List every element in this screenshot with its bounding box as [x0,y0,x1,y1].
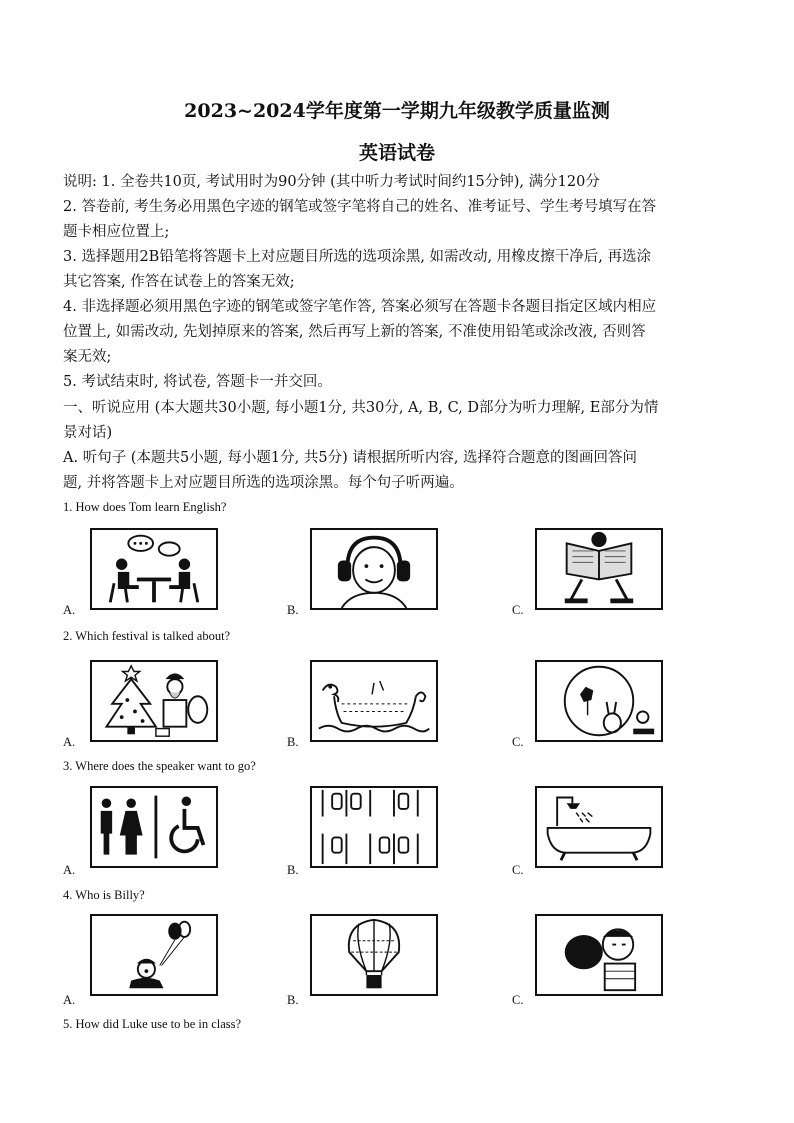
person-reading-book-image[interactable] [535,528,663,610]
two-people-talking-image[interactable] [90,528,218,610]
section-heading: 一、听说应用 (本大题共30小题, 每小题1分, 共30分, A, B, C, D部分为听力理解, E部分为情 [63,400,659,416]
moon-rabbit-mooncake-image[interactable] [535,660,663,742]
question-4: 4. Who is Billy? [63,888,145,902]
hot-air-balloon-image[interactable] [310,914,438,996]
instruction-line: 说明: 1. 全卷共10页, 考试用时为90分钟 (其中听力考试时间约15分钟), 满分120分 [63,174,600,190]
instruction-line: 2. 答卷前, 考生务必用黑色字迹的钢笔或签字笔将自己的姓名、准考证号、学生考号填写在答 [63,199,657,215]
instruction-line: 3. 选择题用2B铅笔将答题卡上对应题目所选的选项涂黑, 如需改动, 用橡皮擦干净后, 再选涂 [63,249,651,265]
instruction-line: 5. 考试结束时, 将试卷, 答题卡一并交回。 [63,374,332,390]
bathtub-shower-image[interactable] [535,786,663,868]
section-heading-cont: 景对话) [63,425,113,441]
boy-with-headphones-image[interactable] [310,528,438,610]
clown-with-balloons-image[interactable] [90,914,218,996]
question-3: 3. Where does the speaker want to go? [63,759,256,773]
restroom-sign-image[interactable] [90,786,218,868]
q1-option-a-label[interactable]: A. [63,603,76,617]
instruction-line: 题卡相应位置上; [63,224,170,240]
q4-option-a-label[interactable]: A. [63,993,76,1007]
instruction-line: 其它答案, 作答在试卷上的答案无效; [63,274,295,290]
christmas-tree-santa-image[interactable] [90,660,218,742]
part-a-heading-cont: 题, 并将答题卡上对应题目所选的选项涂黑。每个句子听两遍。 [63,475,464,491]
q4-option-c-label[interactable]: C. [512,993,524,1007]
q2-option-c-label[interactable]: C. [512,735,524,749]
instruction-line: 4. 非选择题必须用黑色字迹的钢笔或签字笔作答, 答案必须写在答题卡各题目指定区域内相应 [63,299,657,315]
question-2: 2. Which festival is talked about? [63,629,231,643]
exam-subtitle: 英语试卷 [358,142,435,164]
parking-lot-image[interactable] [310,786,438,868]
q2-option-a-label[interactable]: A. [63,735,76,749]
q3-option-a-label[interactable]: A. [63,863,76,877]
instruction-line: 案无效; [63,349,112,365]
q2-option-b-label[interactable]: B. [287,735,299,749]
dragon-boat-image[interactable] [310,660,438,742]
boy-blowing-balloon-image[interactable] [535,914,663,996]
question-1: 1. How does Tom learn English? [63,500,227,514]
q4-option-b-label[interactable]: B. [287,993,299,1007]
q1-option-c-label[interactable]: C. [512,603,524,617]
q3-option-b-label[interactable]: B. [287,863,299,877]
part-a-heading: A. 听句子 (本题共5小题, 每小题1分, 共5分) 请根据所听内容, 选择符合题意的图画回答问 [63,450,638,466]
exam-title: 2023~2024学年度第一学期九年级教学质量监测 [184,100,610,122]
question-5: 5. How did Luke use to be in class? [63,1017,242,1031]
q3-option-c-label[interactable]: C. [512,863,524,877]
q1-option-b-label[interactable]: B. [287,603,299,617]
instruction-line: 位置上, 如需改动, 先划掉原来的答案, 然后再写上新的答案, 不准使用铅笔或涂改液, 否则答 [63,324,646,340]
